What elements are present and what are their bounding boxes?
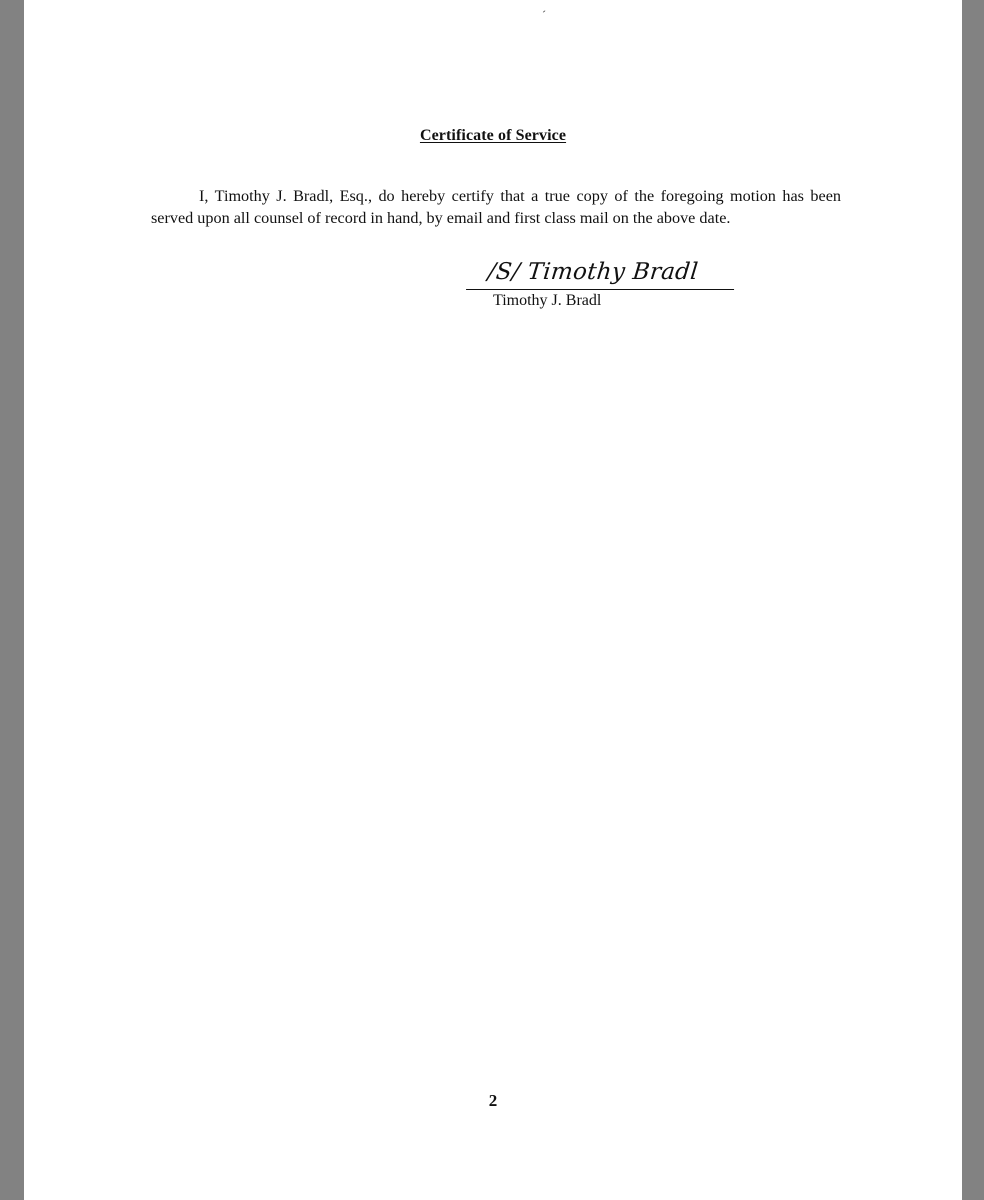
signature-block [466, 254, 736, 311]
signature-script: /S/ Timothy Bradl [466, 254, 738, 290]
document-page [24, 0, 962, 1200]
certificate-title [24, 127, 962, 145]
page-number: 2 [488, 1091, 498, 1110]
signer-name: Timothy J. Bradl [493, 292, 602, 309]
certificate-title-text: Certificate of Service [419, 127, 567, 144]
scan-mark: ´ [542, 8, 546, 22]
certificate-body: I, Timothy J. Bradl, Esq., do hereby certify that a true copy of the foregoing motion has been served upon all counsel of record in hand, by email and first class mail on the above date. [151, 187, 841, 228]
